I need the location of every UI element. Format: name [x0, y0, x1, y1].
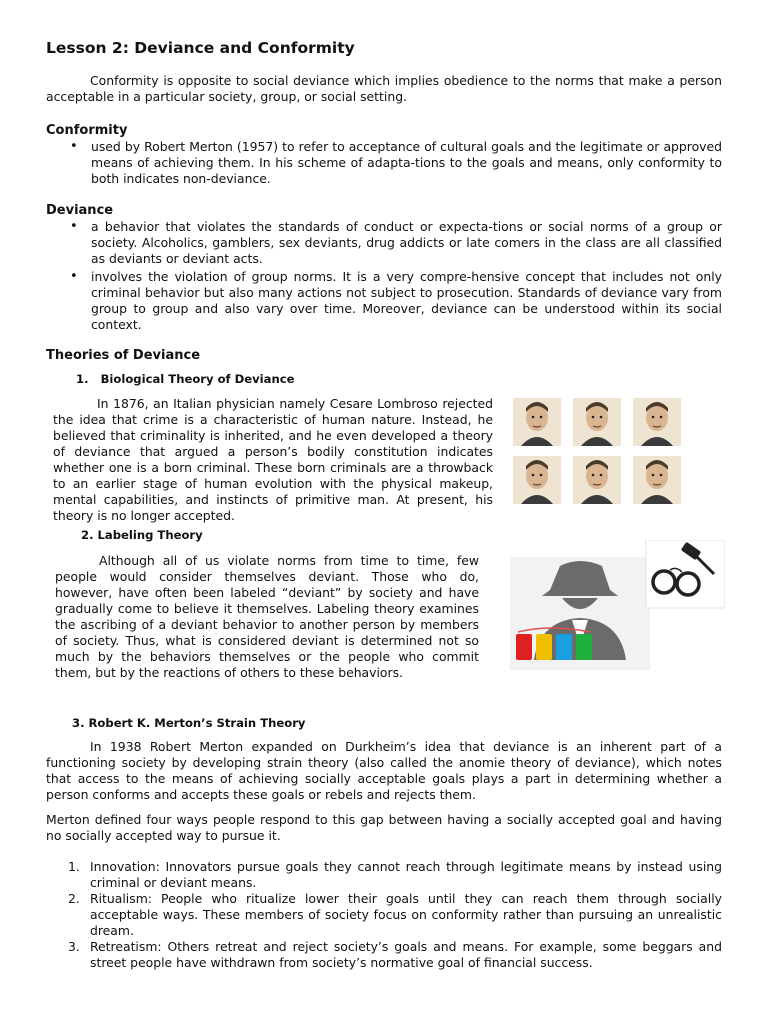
- strain-paragraph-2: Merton defined four ways people respond to this gap between having a socially accepted goal and having no socially accepted way to pursue it.: [46, 812, 722, 843]
- conformity-list: [46, 139, 722, 187]
- lombroso-portraits-image: [513, 398, 683, 506]
- conformity-heading: Conformity: [46, 123, 128, 138]
- labeling-svg: [510, 540, 725, 670]
- theories-heading: Theories of Deviance: [46, 348, 201, 363]
- strain-heading: 3. Robert K. Merton’s Strain Theory: [72, 716, 306, 730]
- list-item: 2. Ritualism: People who ritualize lower their goals until they can reach them through socially acceptable ways. These members of society focus on conformity rather than pursuing an unrealistic dream.: [68, 891, 722, 938]
- list-item: • a behavior that violates the standards of conduct or expecta-tions or social norms of a group or society. Alcoholics, gamblers, sex deviants, drug addicts or late comers in the class are all classified as deviants or deviant acts.: [46, 219, 722, 267]
- deviance-list: [46, 219, 722, 333]
- strain-responses-list: [46, 859, 722, 971]
- list-item: 1. Innovation: Innovators pursue goals they cannot reach through legitimate means by instead using criminal or deviant means.: [68, 859, 722, 890]
- strain-paragraph-1: In 1938 Robert Merton expanded on Durkheim’s idea that deviance is an inherent part of a functioning society by developing strain theory (also called the anomie theory of deviance), which notes that access to the means of achieving socially acceptable goals plays a part in determining whether a person conforms and accepts these goals or rebels and rejects them.: [46, 739, 722, 802]
- biological-number: 1.: [76, 372, 89, 386]
- labeling-heading: 2. Labeling Theory: [81, 528, 203, 542]
- labeling-illustration: [510, 540, 725, 670]
- labeling-paragraph: Although all of us violate norms from time to time, few people would consider themselves deviant. Those who do, however, have often been labeled “deviant” by society and have gradually come to believe it themselves. Labeling theory examines the ascribing of a deviant behavior to another person by members of society. Thus, what is considered deviant is determined not so much by the behaviors themselves or the people who commit them, but by the reactions of others to these behaviors.: [55, 553, 479, 680]
- biological-paragraph: In 1876, an Italian physician namely Cesare Lombroso rejected the idea that crime is a characteristic of human nature. Instead, he believed that criminality is inherited, and he even developed a theory of deviance that argued a person’s bodily constitution indicates whether one is a born criminal. These born criminals are a throwback to an earlier stage of human evolution with the physical makeup, mental capabilities, and instincts of primitive man. At present, his theory is no longer accepted.: [53, 396, 493, 523]
- page-title: Lesson 2: Deviance and Conformity: [46, 39, 355, 57]
- intro-paragraph: Conformity is opposite to social deviance which implies obedience to the norms that make a person acceptable in a particular society, group, or social setting.: [46, 73, 722, 104]
- deviance-heading: Deviance: [46, 203, 114, 218]
- list-item: • involves the violation of group norms. It is a very compre-hensive concept that includes not only criminal behavior but also many actions not subject to prosecution. Standards of deviance vary from group to group and also vary over time. Moreover, deviance can be understood within its social context.: [46, 269, 722, 333]
- biological-heading: [76, 371, 294, 387]
- portrait-grid: [513, 398, 683, 506]
- biological-title: Biological Theory of Deviance: [100, 372, 295, 386]
- list-item: 3. Retreatism: Others retreat and reject society’s goals and means. For example, some beggars and street people have withdrawn from society’s normative goal of financial success.: [68, 939, 722, 970]
- list-item: • used by Robert Merton (1957) to refer to acceptance of cultural goals and the legitimate or approved means of achieving them. In his scheme of adapta-tions to the goals and means, only conformity to both indicates non-deviance.: [46, 139, 722, 187]
